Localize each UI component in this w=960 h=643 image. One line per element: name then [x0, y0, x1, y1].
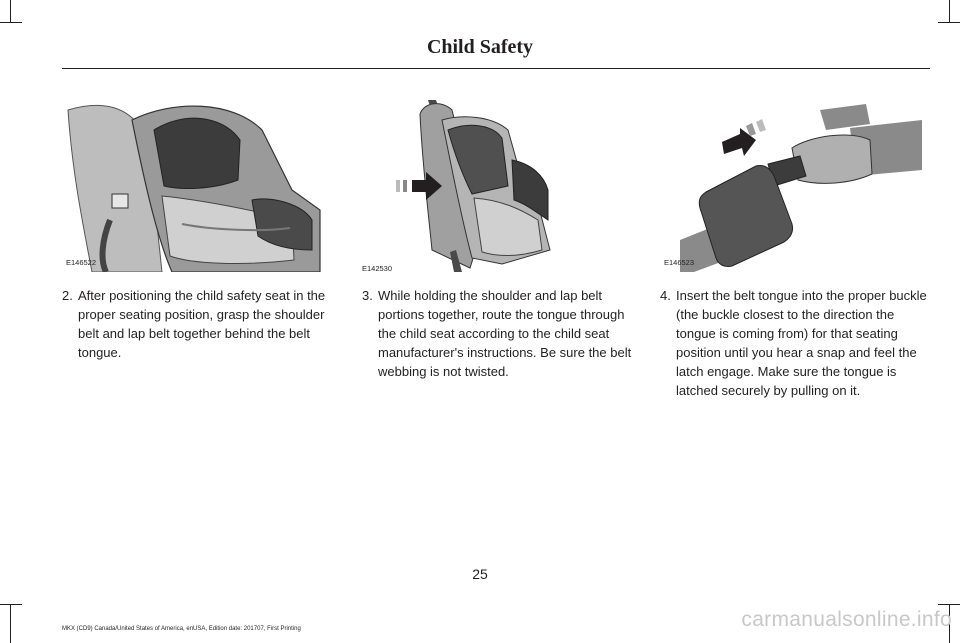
- page-number: 25: [472, 566, 488, 582]
- crop-mark: [938, 22, 960, 23]
- belt-buckle-insert-illustration: [660, 100, 930, 272]
- step-text: After positioning the child safety seat in the proper seating position, grasp the shoulder belt and lap belt together behind the belt tongue.: [78, 288, 326, 360]
- footer-edition: MKX (CD9) Canada/United States of America, enUSA, Edition date: 201707, First Printing: [62, 626, 301, 632]
- step-number: 3.: [362, 288, 373, 303]
- step-text: While holding the shoulder and lap belt portions together, route the tongue through the child seat according to the child seat manufacturer's instructions. Be sure the belt webbing is not twisted.: [378, 288, 632, 379]
- step-number: 4.: [660, 288, 671, 303]
- figure-3: [660, 100, 930, 272]
- figure-2: [362, 100, 630, 272]
- watermark: carmanualsonline.info: [741, 608, 952, 631]
- step-4: [660, 286, 932, 400]
- child-seat-belt-route-illustration: [362, 100, 630, 272]
- crop-mark: [0, 604, 22, 605]
- step-text: Insert the belt tongue into the proper buckle (the buckle closest to the direction the tongue is coming from) for that seating position until you hear a snap and feel the latch engage. Make sure the tongue is latched securely by pulling on it.: [676, 288, 927, 398]
- step-number: 2.: [62, 288, 73, 303]
- figure-code: E146522: [66, 258, 97, 267]
- child-seat-belt-grasp-illustration: [62, 100, 324, 272]
- figure-1: [62, 100, 324, 272]
- crop-mark: [10, 604, 11, 643]
- crop-mark: [0, 22, 22, 23]
- header-rule: [62, 68, 930, 69]
- page-title: Child Safety: [426, 36, 534, 58]
- figure-code: E146523: [664, 258, 695, 267]
- step-3: [362, 286, 638, 381]
- crop-mark: [10, 0, 11, 22]
- figure-code: E142530: [362, 264, 393, 273]
- crop-mark: [938, 604, 960, 605]
- step-2: [62, 286, 338, 362]
- crop-mark: [949, 0, 950, 22]
